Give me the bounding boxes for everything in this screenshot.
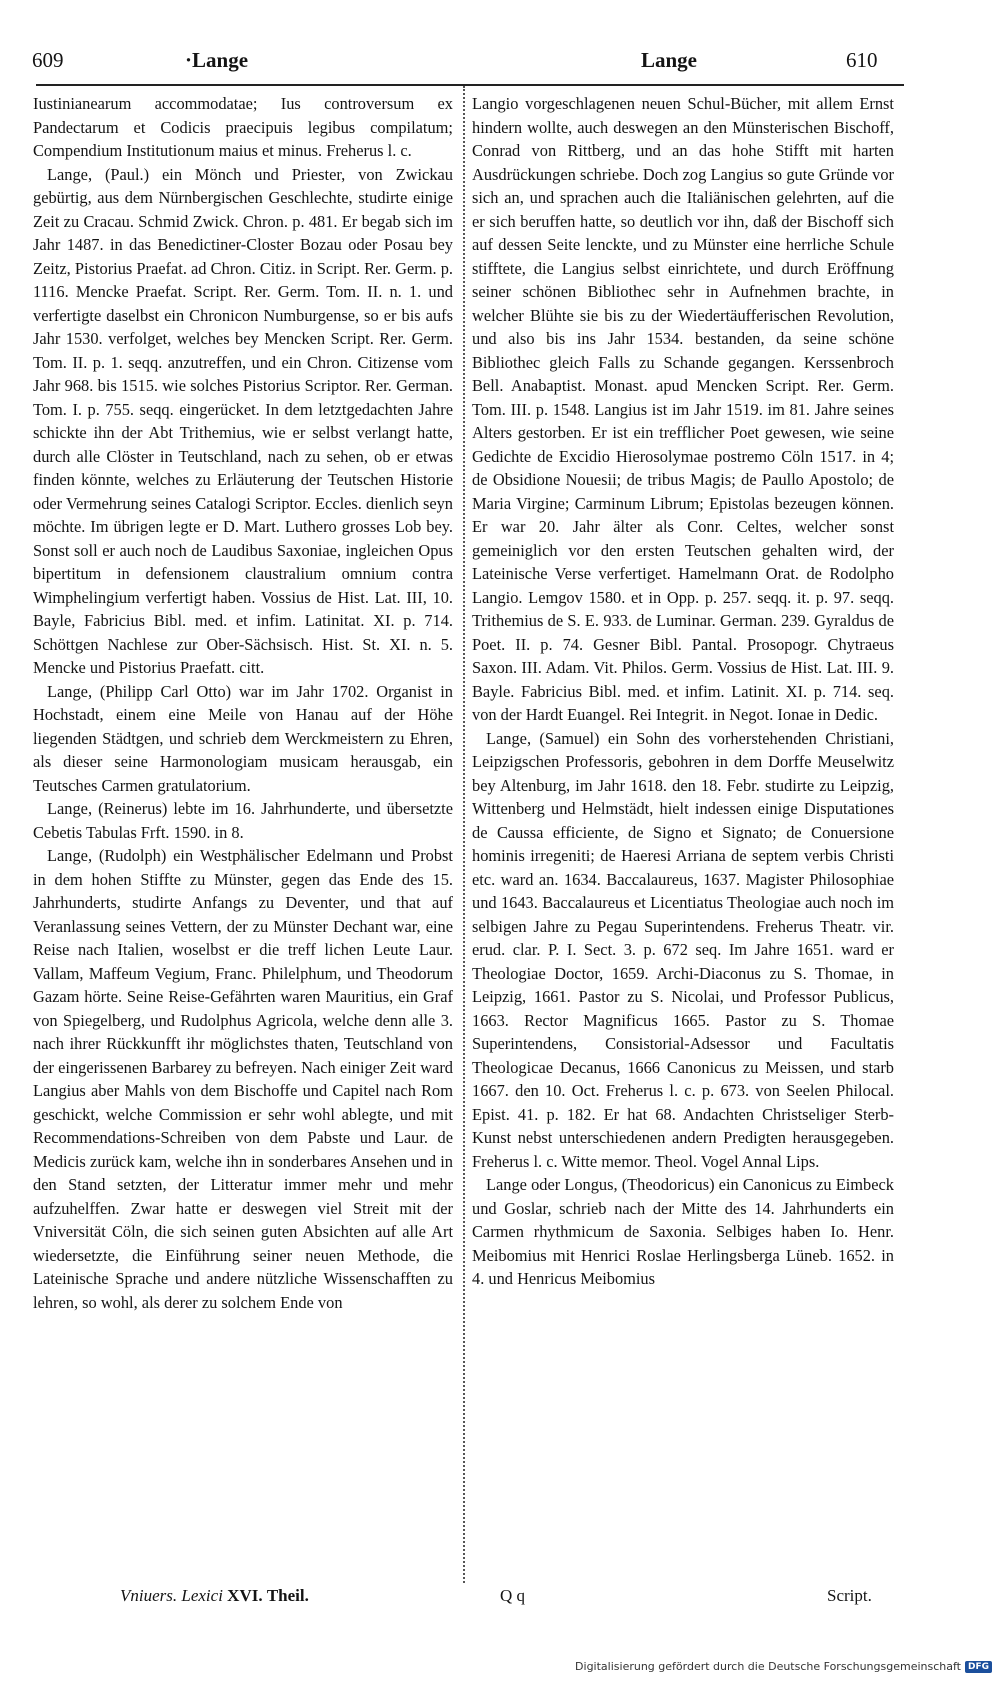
- dfg-logo-icon: DFG: [965, 1661, 992, 1673]
- entry-lange-rudolph: Lange, (Rudolph) ein Westphälischer Edelmann und Probst in dem hohen Stiffte zu Münster, gegen das Ende des 15. Jahrhunderts, studirte Anfangs zu Deventer, und that auf Veranlassung seines Vettern, der zu Münster Dechant war, eine Reise nach Italien, woselbst er die treff lichen Leute Laur. Vallam, Maffeum Vegium, Franc. Philelphum, und Theodorum Gazam hörte. Seine Reise-Gefährten waren Mauritius, ein Graf von Spiegelberg, und Rudolphus Agricola, welche denn alle 3. nach ihrer Rückkunfft ihr möglichstes thaten, Teutschland von der eingerissenen Barbarey zu befreyen. Nach einiger Zeit ward Langius aber Mahls von dem Bischoffe und Capitel nach Rom geschickt, welche Commission er sehr wohl ablegte, und mit Recommendations-Schreiben von dem Pabste und Laur. de Medicis zurück kam, welche ihn in sonderbares Ansehen und in den Stand setzten, der Litteratur immer mehr und mehr aufzuhelffen. Zwar hatte er deswegen viel Streit mit der Vniversität Cöln, die sich seinen guten Absichten auf alle Art wiedersetzte, die Einführung seiner neuen Methode, die Lateinische Sprache und andere nützliche Wissenschafften zu lehren, so wohl, als derer zu solchem Ende von: [33, 846, 453, 1312]
- signature-volume: XVI.: [227, 1586, 263, 1605]
- running-head-left: ·Lange: [185, 48, 249, 72]
- right-column: [472, 92, 894, 1572]
- left-column: [33, 92, 453, 1572]
- page-number-left: 609: [32, 48, 64, 72]
- running-head-right: Lange: [641, 48, 698, 72]
- page-number-right: 610: [846, 48, 878, 72]
- catchword: Script.: [827, 1586, 872, 1605]
- digitization-credit: [575, 1660, 992, 1673]
- signature-line: [120, 1585, 309, 1607]
- signature-title: Vniuers. Lexici: [120, 1586, 223, 1605]
- entry-lange-paul: Lange, (Paul.) ein Mönch und Priester, von Zwickau gebürtig, aus dem Nürnbergischen Geschlechte, studirte einige Zeit zu Cracau. Schmid Zwick. Chron. p. 481. Er begab sich im Jahr 1487. in das Benedictiner-Closter Bozau oder Posau bey Zeitz, Pistorius Praefat. ad Chron. Citiz. in Script. Rer. Germ. p. 1116. Mencke Praefat. Script. Rer. Germ. Tom. II. n. 1. und verfertigte daselbst ein Chronicon Numburgense, so er bis aufs Jahr 1530. verfolget, welches bey Mencken Script. Rer. Germ. Tom. II. p. 1. seqq. anzutreffen, und ein Chron. Citizense vom Jahr 968. bis 1515. wie solches Pistorius Scriptor. Rer. German. Tom. I. p. 755. seqq. eingerücket. In dem letztgedachten Jahre schickte ihn der Abt Trithemius, wie er selbst verlangt hatte, durch alle Clöster in Teutschland, nach zu sehen, ob er etwas finden könnte, welches zu Erläuterung der Teutschen Historie oder Vermehrung seines Catalogi Scriptor. Eccles. dienlich seyn möchte. Im übrigen legte er D. Mart. Luthero grosses Lob bey. Sonst soll er auch noch de Laudibus Saxoniae, ingleichen Opus bipertitum in defensionem claustralium omnium contra Wimphelingium verfertigt haben. Vossius de Hist. Lat. III, 10. Bayle, Fabricius Bibl. med. et infim. Latinitat. XI. p. 714. Schöttgen Nachlese zur Ober-Sächsisch. Hist. St. XI. n. 5. Mencke und Pistorius Praefatt. citt.: [33, 164, 453, 677]
- credit-text: Digitalisierung gefördert durch die Deutsche Forschungsgemeinschaft: [575, 1660, 961, 1673]
- entry-lange-reinerus: Lange, (Reinerus) lebte im 16. Jahrhunderte, und übersetzte Cebetis Tabulas Frft. 1590. in 8.: [33, 799, 453, 842]
- entry-lange-philipp-carl-otto: Lange, (Philipp Carl Otto) war im Jahr 1702. Organist in Hochstadt, einem eine Meile von Hanau auf der Höhe liegenden Städtgen, und schrieb dem Werckmeistern zu Ehren, als dieser seine Harmonologiam musicam herausgab, ein Teutsches Carmen gratulatorium.: [33, 681, 453, 795]
- entry-lange-theodoricus: Lange oder Longus, (Theodoricus) ein Canonicus zu Eimbeck und Goslar, schrieb nach der Mitte des 14. Jahrhunderts ein Carmen rhythmicum de Saxonia. Selbiges haben Io. Henr. Meibomius mit Henrici Roslae Herlingsberga Lüneb. 1652. in 4. und Henricus Meibomius: [472, 1175, 894, 1288]
- header-rule: [36, 84, 904, 86]
- gathering-signature: Q q: [500, 1586, 526, 1605]
- entry-lange-samuel: Lange, (Samuel) ein Sohn des vorherstehenden Christiani, Leipzigschen Professoris, gebohren in dem Dorffe Meuselwitz bey Altenburg, im Jahr 1618. den 18. Febr. studirte zu Leipzig, Wittenberg und Helmstädt, hielt indessen einige Disputationes de Caussa efficiente, de Signo et Signato; de Conuersione hominis irregeniti; de Haeresi Arriana de septem verbis Christi etc. ward an. 1634. Baccalaureus, 1637. Magister Philosophiae und 1643. Baccalaureus et Licentiatus Theologiae auch noch im selbigen Jahre zu Pegau Superintendens. Freherus Theatr. vir. erud. clar. P. I. Sect. 3. p. 672 seq. Im Jahre 1651. ward er Theologiae Doctor, 1659. Archi-Diaconus zu S. Thomae, in Leipzig, 1661. Pastor zu S. Nicolai, und Professor Publicus, 1663. Rector Magnificus 1665. Pastor zu S. Thomae Superintendens, Consistorial-Adsessor und Facultatis Theologicae Decanus, 1666 Canonicus zu Meissen, und starb 1667. den 10. Oct. Freherus l. c. p. 673. von Seelen Philocal. Epist. 41. p. 182. Er hat 68. Andachten Christseliger Sterb-Kunst nebst unterschiedenen andern Predigten herausgegeben. Freherus l. c. Witte memor. Theol. Vogel Annal Lips.: [472, 728, 894, 1171]
- column-divider: [463, 86, 465, 1583]
- entry-paragraph: Iustinianearum accommodatae; Ius controversum ex Pandectarum et Codicis praecipuis legibus compilatum; Compendium Institutionum maius et minus. Freherus l. c.: [33, 94, 453, 160]
- entry-lange-rudolph-continued: Langio vorgeschlagenen neuen Schul-Bücher, mit allem Ernst hindern wollte, auch deswegen an den Münsterischen Bischoff, Conrad von Rittberg, und an das hohe Stifft mit harten Ausdrückungen schriebe. Doch zog Langius so gute Gründe vor sich an, und sprachen auch die Italiänischen gelehrten, auf die er sich beruffen hatte, so deutlich vor ihn, daß der Bischoff sich auf dessen Seite lenckte, und zu Münster eine herrliche Schule stifftete, die Langius selbst einrichtete, und durch Eröffnung seiner schönen Bibliothec sehr in Aufnehmen brachte, in welcher Blühte sie bis zu der Wiedertäufferischen Revolution, und also bis ins Jahr 1534. bestanden, da seine schöne Bibliothec gleich Falls zu Schande gegangen. Kerssenbroch Bell. Anabaptist. Monast. apud Mencken Script. Rer. Germ. Tom. III. p. 1548. Langius ist im Jahr 1519. im 81. Jahre seines Alters gestorben. Er ist ein trefflicher Poet gewesen, wie seine Gedichte de Excidio Hierosolymae postremo Cöln 1517. in 4; de Obsidione Nouesii; de tribus Magis; de Paullo Apostolo; de Maria Virgine; Carminum Librum; Epistolas bezeugen können. Er war 20. Jahr älter als Conr. Celtes, welcher sonst gemeiniglich vor den ersten Teutschen gehalten wird, der Lateinische Verse verfertiget. Hamelmann Orat. de Rodolpho Langio. Lemgov 1580. et in Opp. p. 257. seqq. it. p. 97. seqq. Trithemius de S. E. 933. de Luminar. German. 239. Gyraldus de Poet. II. p. 74. Gesner Bibl. Pantal. Prosopogr. Chytraeus Saxon. III. Adam. Vit. Philos. Germ. Vossius de Hist. Lat. III. 9. Bayle. Fabricius Bibl. med. et infim. Latinit. XI. p. 714. seq. von der Hardt Euangel. Rei Integrit. in Negot. Ionae in Dedic.: [472, 94, 894, 724]
- signature-part: Theil.: [266, 1586, 309, 1605]
